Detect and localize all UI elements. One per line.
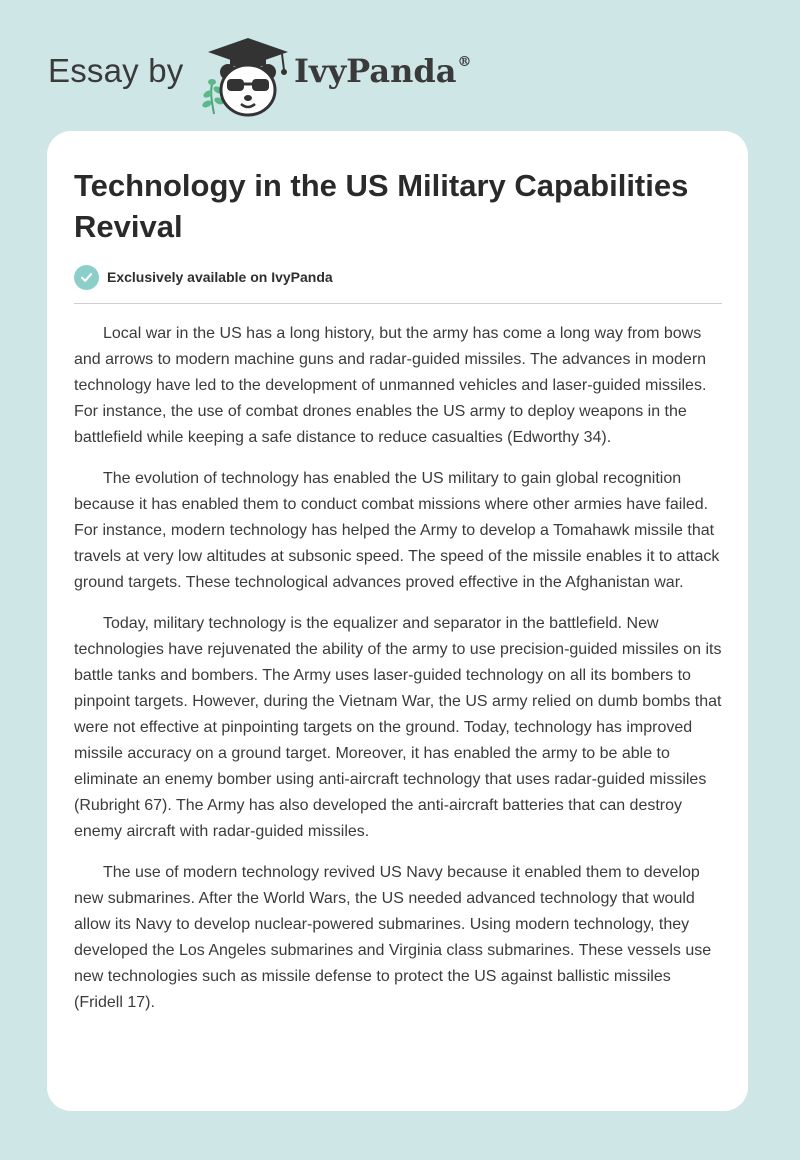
brand-name[interactable] [294,52,471,90]
site-header [48,30,748,120]
check-circle-icon [74,265,99,290]
divider [74,303,722,304]
essay-by-label: Essay by [48,52,184,89]
paragraph-2: The evolution of technology has enabled the US military to gain global recognition because it has enabled them to conduct combat missions where other armies have failed. For instance, modern technology has helped the Army to develop a Tomahawk missile that travels at very low altitudes at subsonic speed. The speed of the missile enables it to attack ground targets. These technological advances proved effective in the Afghanistan war. [74,470,720,591]
registered-mark: ® [457,54,472,70]
paragraph-1: Local war in the US has a long history, but the army has come a long way from bows and arrows to modern machine guns and radar-guided missiles. The advances in modern technology have led to the development of unmanned vehicles and laser-guided missiles. For instance, the use of combat drones enables the US army to deploy weapons in the battlefield while keeping a safe distance to reduce casualties (Edworthy 34). [74,325,707,446]
exclusive-badge-text: Exclusively available on IvyPanda [107,269,333,285]
essay-body [74,321,724,1031]
paragraph-3: Today, military technology is the equalizer and separator in the battlefield. New technologies have rejuvenated the ability of the army to use precision-guided missiles on its battle tanks and bombers. The Army uses laser-guided technology on all its bombers to pinpoint targets. However, during the Vietnam War, the US army relied on dumb bombs that were not effective at pinpointing targets on the ground. Today, technology has improved missile accuracy on a ground target. Moreover, it has enabled the army to be able to eliminate an enemy bomber using anti-aircraft technology that uses radar-guided missiles (Rubright 67). The Army has also developed the anti-aircraft batteries that can destroy enemy aircraft with radar-guided missiles. [74,615,722,840]
exclusive-badge [74,264,333,290]
brand-name-text: IvyPanda [294,52,457,90]
essay-card [47,131,748,1111]
paragraph-4: The use of modern technology revived US Navy because it enabled them to develop new submarines. After the World Wars, the US needed advanced technology that would allow its Navy to develop nuclear-powered submarines. Using modern technology, they developed the Los Angeles submarines and Virginia class submarines. These vessels use new technologies such as missile defense to protect the US against ballistic missiles (Fridell 17). [74,864,712,1011]
panda-graduate-logo-icon[interactable] [200,36,296,120]
essay-title: Technology in the US Military Capabilities Revival [74,168,689,244]
